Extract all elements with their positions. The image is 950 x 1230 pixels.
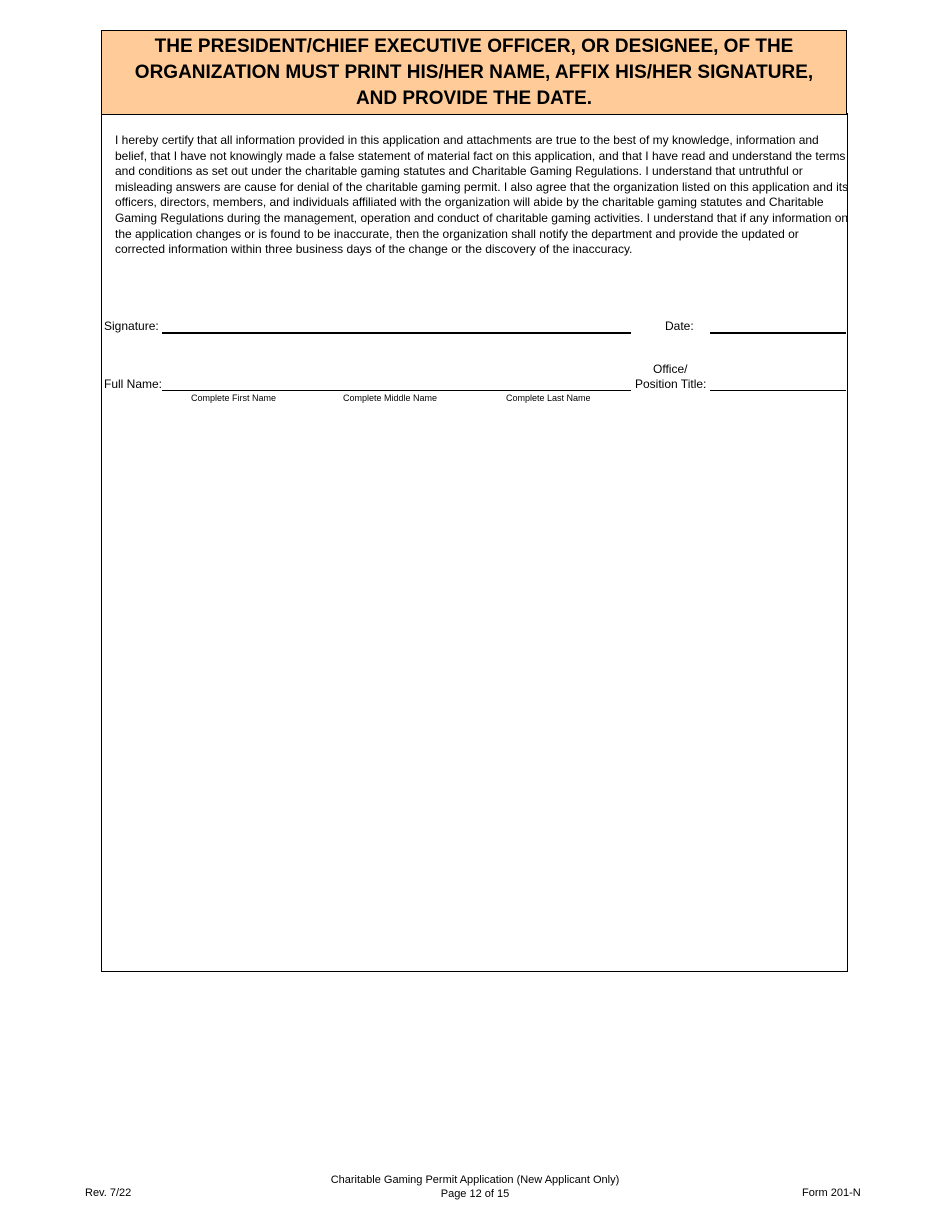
last-name-caption: Complete Last Name — [506, 393, 591, 403]
full-name-field[interactable] — [162, 390, 631, 391]
full-name-label: Full Name: — [104, 377, 163, 391]
header-title: THE PRESIDENT/CHIEF EXECUTIVE OFFICER, OR DESIGNEE, OF THE ORGANIZATION MUST PRINT HIS/HER NAME, AFFIX HIS/HER SIGNATURE, AND PROVIDE THE DATE. — [134, 35, 814, 109]
date-field[interactable] — [710, 332, 846, 334]
revision: Rev. 7/22 — [85, 1187, 132, 1199]
office-label-line2: Position Title: — [635, 377, 707, 391]
page-number: Page 12 of 15 — [440, 1188, 510, 1200]
first-name-caption: Complete First Name — [191, 393, 277, 403]
signature-label: Signature: — [104, 319, 159, 333]
signature-field[interactable] — [162, 332, 631, 334]
date-label: Date: — [665, 319, 694, 333]
form-number: Form 201-N — [802, 1187, 861, 1199]
office-label-line1: Office/ — [653, 362, 688, 376]
certification-text: I hereby certify that all information provided in this application and attachments are true to the best of my knowledge, information and belief, that I have not knowingly made a false statement of material fact on this application, and that I have read and understand the terms and conditions as set out under the charitable gaming statutes and Charitable Gaming Regulations. I understand that untruthful or misleading answers are cause for denial of the charitable gaming permit. I also agree that the organization listed on this application and its officers, directors, members, and individuals affiliated with the organization will abide by the charitable gaming statutes and Charitable Gaming Regulations during the management, operation and conduct of charitable gaming activities. I understand that if any information on the application changes or is found to be inaccurate, then the organization shall notify the department and provide the updated or corrected information within three business days of the change or the discovery of the inaccuracy. — [115, 133, 849, 257]
middle-name-caption: Complete Middle Name — [343, 393, 438, 403]
position-title-field[interactable] — [710, 390, 846, 391]
instruction-header — [101, 30, 847, 115]
footer-title: Charitable Gaming Permit Application (New Applicant Only) — [330, 1174, 620, 1186]
